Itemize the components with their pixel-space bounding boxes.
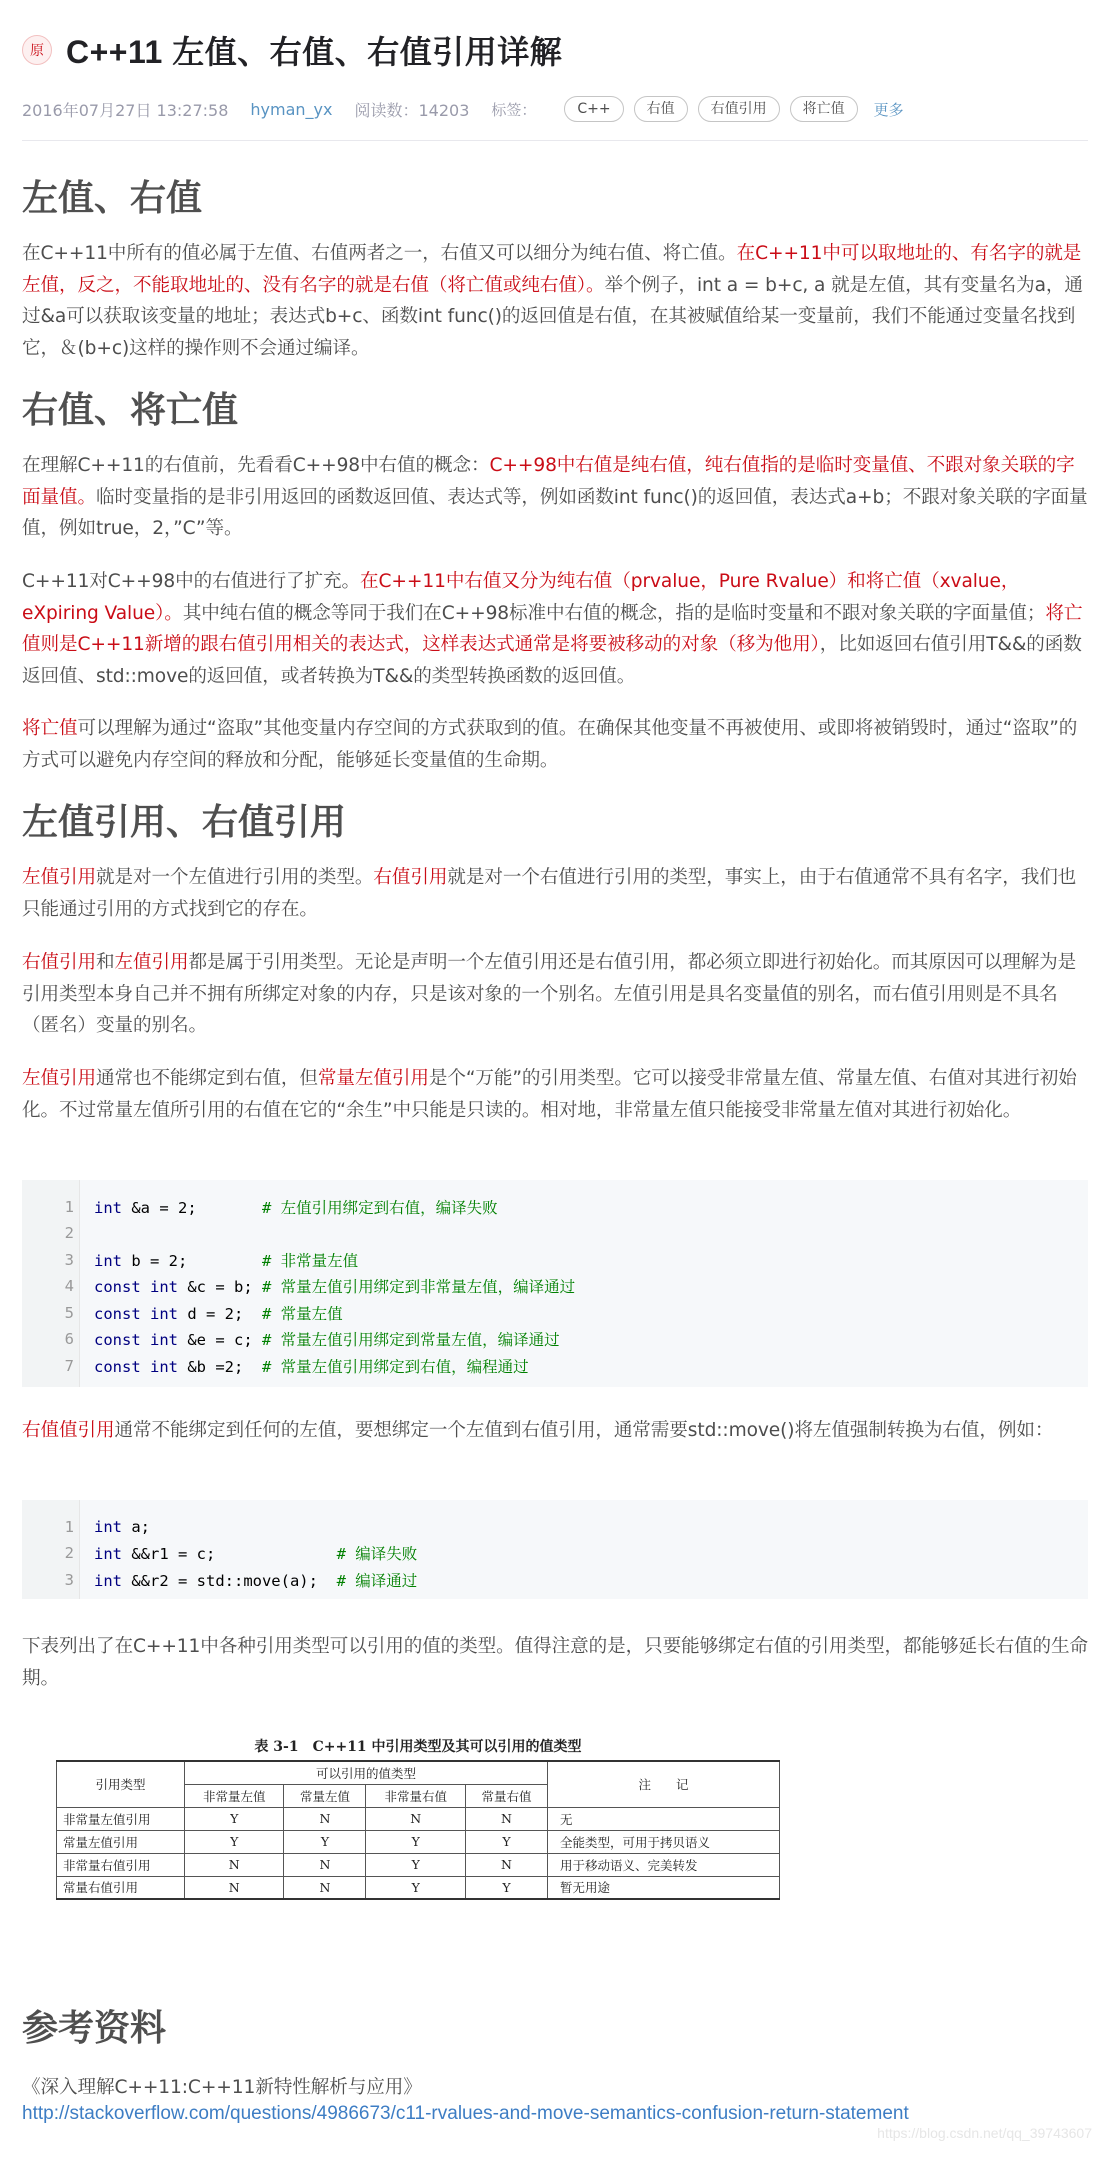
highlighted-text: 在C++11中可以取地址的、有名字的就是左值，反之，不能取地址的、没有名字的就是右值（将亡值或纯右值）。 xyxy=(22,243,1082,296)
code-keyword: int xyxy=(94,1545,122,1563)
code-body: &c = b; xyxy=(178,1278,262,1296)
code-comment: # 非常量左值 xyxy=(261,1251,359,1270)
text-run: 是个“万能”的引用类型。它可以接受非常量左值、常量左值、右值对其进行初始化。不过常量左值所引用的右值在它的“余生”中只能是只读的。相对地，非常量左值只能接受非常量左值对其进行初始化。 xyxy=(22,1068,1077,1121)
section-heading-rvalue-xvalue: 右值、将亡值 xyxy=(22,389,239,430)
paragraph-table-intro xyxy=(22,1631,1088,1694)
line-number: 1 xyxy=(64,1197,74,1216)
article-meta xyxy=(22,96,904,122)
highlighted-text: 将亡值 xyxy=(22,718,78,739)
paragraph-cpp98-rvalue xyxy=(22,450,1088,545)
code-body: &e = c; xyxy=(178,1331,262,1349)
table-header-note: 注 记 xyxy=(548,1761,780,1807)
paragraph-reference-init xyxy=(22,947,1088,1042)
code-body: a; xyxy=(122,1517,150,1536)
table-subheader: 常量左值 xyxy=(284,1784,366,1807)
table-subheader: 常量右值 xyxy=(465,1784,547,1807)
text-run: 临时变量指的是非引用返回的函数返回值、表达式等，例如函数int func()的返回值，表达式a+b；不跟对象关联的字面量值，例如true，2，”C”等。 xyxy=(22,486,1088,539)
paragraph-lvalue-rvalue xyxy=(22,238,1088,364)
code-line xyxy=(22,1220,1088,1247)
code-comment: # 编译通过 xyxy=(336,1571,418,1590)
text-run: 就是对一个右值进行引用的类型，事实上，由于右值通常不具有名字，我们也只能通过引用的方式找到它的存在。 xyxy=(22,867,1077,920)
code-text xyxy=(94,1249,358,1271)
reference-book: 《深入理解C++11:C++11新特性解析与应用》 xyxy=(22,2077,422,2098)
section-heading-references-list: 参考资料 xyxy=(22,2007,167,2048)
line-number: 2 xyxy=(64,1544,74,1562)
text-run: ，比如返回右值引用T&&的函数返回值、std::move的返回值，或者转换为T&&的类型转换函数的返回值。 xyxy=(22,634,1082,687)
code-body: b = 2; xyxy=(122,1251,262,1270)
code-block-rvalue-refs xyxy=(22,1500,1088,1599)
highlighted-text: 左值引用 xyxy=(22,867,96,888)
tag-xvalue[interactable]: 将亡值 xyxy=(790,96,858,122)
code-text xyxy=(94,1302,343,1324)
table-cell: 用于移动语义、完美转发 xyxy=(548,1853,780,1876)
code-body: &b =2; xyxy=(178,1357,262,1376)
table-caption: 表 3-1 C++11 中引用类型及其可以引用的值类型 xyxy=(254,1739,582,1755)
line-number: 5 xyxy=(64,1303,74,1322)
line-number: 7 xyxy=(64,1356,74,1375)
table-cell: Y xyxy=(465,1830,547,1853)
code-text xyxy=(94,1569,417,1591)
text-run: 在C++11中所有的值必属于左值、右值两者之一，右值又可以细分为纯右值、将亡值。 xyxy=(22,243,737,264)
highlighted-text: 右值引用 xyxy=(22,952,96,973)
code-keyword: const int xyxy=(94,1357,178,1376)
code-comment: # 常量左值 xyxy=(262,1304,343,1323)
text-run: 举个例子，int a = b+c, a 就是左值，其有变量名为a，通过&a可以获取该变量的地址；表达式b+c、函数int func()的返回值是右值，在其被赋值给某一变量前，我们不能通过变量名找到它，＆(b+c)这样的操作则不会通过编译。 xyxy=(22,274,1083,359)
original-badge: 原 xyxy=(22,35,52,65)
table-cell: 非常量左值引用 xyxy=(57,1807,185,1830)
watermark: https://blog.csdn.net/qq_39743607 xyxy=(877,2125,1092,2141)
code-keyword: int xyxy=(94,1517,122,1536)
highlighted-text: 右值值引用 xyxy=(22,1420,115,1441)
code-keyword: int xyxy=(94,1571,122,1590)
highlighted-text: 左值引用 xyxy=(22,1068,96,1089)
highlighted-text: 左值引用 xyxy=(114,952,189,973)
table-cell: N xyxy=(284,1807,366,1830)
table-cell: 暂无用途 xyxy=(548,1876,780,1899)
text-run: 下表列出了在C++11中各种引用类型可以引用的值的类型。值得注意的是，只要能够绑定右值的引用类型，都能够延长右值的生命期。 xyxy=(22,1636,1088,1689)
table-cell: 常量右值引用 xyxy=(57,1876,185,1899)
highlighted-text: C++98中右值是纯右值，纯右值指的是临时变量值、不跟对象关联的字面量值。 xyxy=(22,455,1075,508)
text-run: 都是属于引用类型。无论是声明一个左值引用还是右值引用，都必须立即进行初始化。而其原因可以理解为是引用类型本身自己并不拥有所绑定对象的内存，只是该对象的一个别名。左值引用是具名变量值的别名，而右值引用则是不具名（匿名）变量的别名。 xyxy=(22,952,1077,1036)
code-keyword: int xyxy=(94,1198,122,1217)
table-header-group: 可以引用的值类型 xyxy=(185,1761,548,1784)
code-line xyxy=(22,1246,1088,1273)
section-heading-lvalue-rvalue: 左值、右值 xyxy=(22,177,203,218)
code-comment: # 左值引用绑定到右值，编译失败 xyxy=(261,1198,498,1217)
code-comment: # 常量左值引用绑定到常量左值，编译通过 xyxy=(262,1331,560,1349)
line-number: 3 xyxy=(64,1250,74,1269)
table-cell: 非常量右值引用 xyxy=(57,1853,185,1876)
table-cell: Y xyxy=(284,1830,366,1853)
table-header-type: 引用类型 xyxy=(57,1761,185,1807)
view-count: 阅读数：14203 xyxy=(354,100,470,120)
more-tags-link[interactable]: 更多 xyxy=(873,100,904,119)
line-number: 6 xyxy=(64,1330,74,1348)
code-line xyxy=(22,1326,1088,1353)
table-cell: 常量左值引用 xyxy=(57,1830,185,1853)
table-row xyxy=(57,1807,780,1830)
table-cell: Y xyxy=(185,1807,284,1830)
text-run: 通常也不能绑定到右值，但 xyxy=(95,1068,318,1089)
code-body: &&r2 = std::move(a); xyxy=(122,1571,337,1590)
code-line xyxy=(22,1193,1088,1220)
code-block-lvalue-refs xyxy=(22,1180,1088,1387)
code-body: d = 2; xyxy=(178,1304,262,1323)
text-run: 就是对一个左值进行引用的类型。 xyxy=(95,867,374,888)
highlighted-text: 右值引用 xyxy=(373,867,448,888)
tags-label: 标签： xyxy=(491,100,537,119)
line-number: 4 xyxy=(64,1277,74,1295)
text-run: C++11对C++98中的右值进行了扩充。 xyxy=(22,571,361,592)
line-number: 3 xyxy=(64,1570,74,1589)
code-body: &a = 2; xyxy=(122,1198,262,1217)
tag-rvalue-reference[interactable]: 右值引用 xyxy=(698,96,780,122)
text-run: 和 xyxy=(95,952,115,973)
code-line xyxy=(22,1273,1088,1300)
table-cell: Y xyxy=(366,1830,465,1853)
code-text xyxy=(94,1328,560,1350)
table-cell: Y xyxy=(185,1830,284,1853)
publish-date: 2016年07月27日 13:27:58 xyxy=(22,100,229,120)
code-text xyxy=(94,1518,150,1536)
paragraph-xvalue xyxy=(22,713,1088,776)
table-cell: N xyxy=(465,1807,547,1830)
line-number: 1 xyxy=(64,1517,74,1536)
text-run: 其中纯右值的概念等同于我们在C++98标准中右值的概念，指的是临时变量和不跟对象关联的字面量值； xyxy=(182,602,1046,624)
code-text xyxy=(94,1355,529,1377)
table-subheader: 非常量右值 xyxy=(366,1784,465,1807)
code-keyword: const int xyxy=(94,1278,178,1296)
section-heading-references: 左值引用、右值引用 xyxy=(22,801,347,842)
code-line xyxy=(22,1566,1088,1593)
code-line xyxy=(22,1540,1088,1567)
text-run: 可以理解为通过“盗取”其他变量内存空间的方式获取到的值。在确保其他变量不再被使用、或即将被销毁时，通过“盗取”的方式可以避免内存空间的释放和分配，能够延长变量值的生命期。 xyxy=(22,718,1078,771)
paragraph-rvalue-ref-move xyxy=(22,1415,1088,1447)
table-cell: 全能类型，可用于拷贝语义 xyxy=(548,1830,780,1853)
article-title: C++11 左值、右值、右值引用详解 xyxy=(66,34,563,70)
table-cell: N xyxy=(284,1876,366,1899)
paragraph-cpp11-rvalue xyxy=(22,566,1088,692)
highlighted-text: 常量左值引用 xyxy=(317,1068,429,1089)
code-comment: # 编译失败 xyxy=(336,1545,418,1563)
reference-link[interactable]: http://stackoverflow.com/questions/4986673/c11-rvalues-and-move-semantics-confusion-return-statement xyxy=(22,2103,909,2124)
line-number: 2 xyxy=(64,1224,74,1242)
paragraph-const-lvalue-ref xyxy=(22,1063,1088,1126)
code-comment: # 常量左值引用绑定到非常量左值，编译通过 xyxy=(262,1278,576,1296)
reference-types-table-figure xyxy=(56,1736,780,1900)
table-cell: N xyxy=(366,1807,465,1830)
text-run: 在理解C++11的右值前，先看看C++98中右值的概念： xyxy=(22,455,490,476)
code-line xyxy=(22,1352,1088,1379)
paragraph-reference-types xyxy=(22,862,1088,925)
table-cell: 无 xyxy=(548,1807,780,1830)
code-body: &&r1 = c; xyxy=(122,1545,337,1563)
header-divider xyxy=(22,140,1088,141)
code-keyword: const int xyxy=(94,1304,178,1323)
code-text xyxy=(94,1275,575,1297)
tag-cpp[interactable]: C++ xyxy=(564,96,623,122)
code-text xyxy=(94,1542,417,1564)
code-comment: # 常量左值引用绑定到右值，编程通过 xyxy=(262,1357,529,1376)
table-row xyxy=(57,1853,780,1876)
tag-rvalue[interactable]: 右值 xyxy=(634,96,688,122)
table-subheader: 非常量左值 xyxy=(185,1784,284,1807)
table-cell: N xyxy=(284,1853,366,1876)
code-keyword: int xyxy=(94,1251,122,1270)
text-run: 通常不能绑定到任何的左值，要想绑定一个左值到右值引用，通常需要std::move()将左值强制转换为右值，例如： xyxy=(114,1420,1054,1441)
table-row xyxy=(57,1876,780,1899)
table-cell: Y xyxy=(465,1876,547,1899)
code-text xyxy=(94,1196,498,1218)
code-keyword: const int xyxy=(94,1331,178,1349)
reference-types-table xyxy=(56,1760,780,1900)
highlighted-text: 在C++11中右值又分为纯右值（prvalue，Pure Rvalue）和将亡值（xvalue，eXpiring Value）。 xyxy=(22,571,1020,624)
code-line xyxy=(22,1513,1088,1540)
table-row xyxy=(57,1830,780,1853)
code-line xyxy=(22,1299,1088,1326)
table-cell: Y xyxy=(366,1853,465,1876)
title-row xyxy=(22,28,562,72)
author-link[interactable]: hyman_yx xyxy=(250,99,333,119)
table-cell: N xyxy=(185,1876,284,1899)
table-cell: Y xyxy=(366,1876,465,1899)
highlighted-text: 将亡值则是C++11新增的跟右值引用相关的表达式，这样表达式通常是将要被移动的对象（移为他用） xyxy=(22,602,1083,655)
table-cell: N xyxy=(185,1853,284,1876)
table-cell: N xyxy=(465,1853,547,1876)
